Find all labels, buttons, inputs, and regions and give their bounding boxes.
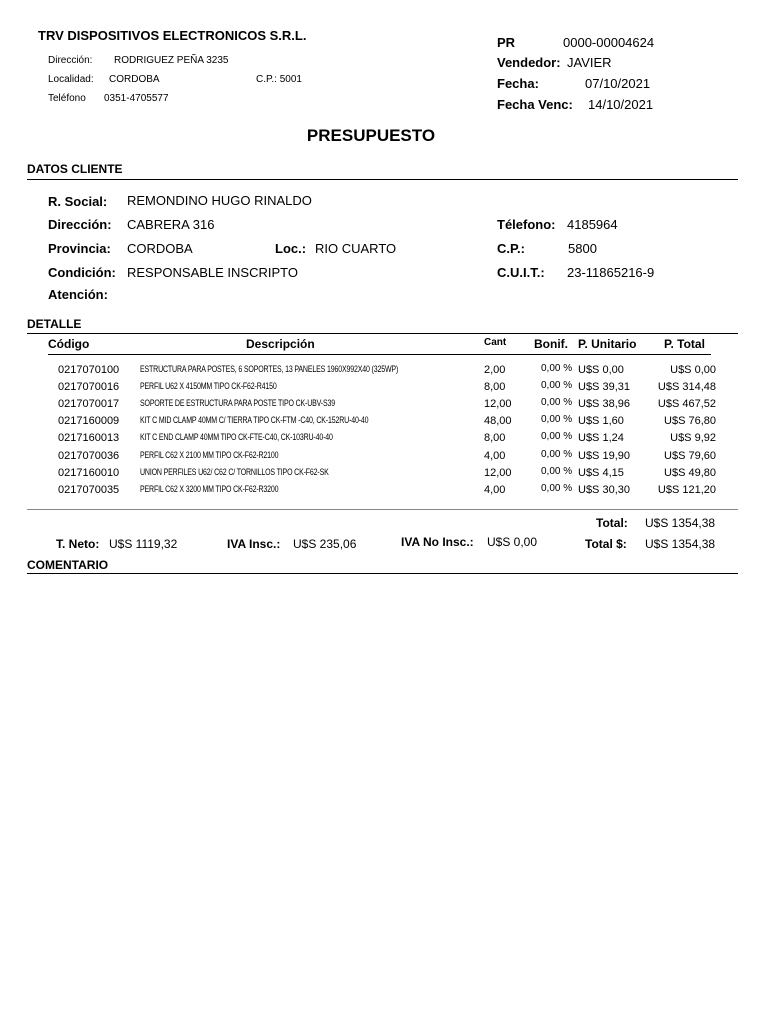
client-condition: RESPONSABLE INSCRIPTO (127, 265, 298, 280)
iva-label: IVA Insc.: (227, 537, 281, 551)
company-phone-label: Teléfono (48, 93, 86, 104)
cell-total-price: U$S 0,00 (670, 364, 716, 376)
cell-description: KIT C MID CLAMP 40MM C/ TIERRA TIPO CK-FTM -C40, CK-152RU-40-40 (140, 415, 369, 426)
company-address-label: Dirección: (48, 55, 93, 66)
neto-value: U$S 1119,32 (109, 537, 178, 551)
col-header-unit-price: P. Unitario (578, 337, 637, 351)
iva-value: U$S 235,06 (293, 537, 357, 551)
client-cuit-label: C.U.I.T.: (497, 265, 545, 280)
document-title: PRESUPUESTO (306, 126, 436, 145)
cell-code: 0217070036 (58, 449, 120, 462)
client-province: CORDOBA (127, 241, 193, 256)
table-row (0, 450, 768, 467)
cell-total-price: U$S 76,80 (664, 415, 716, 428)
cell-description: PERFIL C62 X 3200 MM TIPO CK-F62-R3200 (140, 483, 279, 494)
pr-label: PR (497, 35, 516, 50)
table-row (0, 432, 768, 449)
company-cp: C.P.: 5001 (256, 74, 302, 85)
cell-code: 0217160010 (58, 466, 120, 479)
col-header-description: Descripción (246, 337, 315, 351)
client-section-title: DATOS CLIENTE (27, 162, 123, 176)
client-cuit: 23-11865216-9 (567, 265, 655, 280)
table-row (0, 467, 768, 484)
total-pesos-value: U$S 1354,38 (645, 537, 716, 551)
client-province-label: Provincia: (48, 241, 111, 256)
cell-description: PERFIL C62 X 2100 MM TIPO CK-F62-R2100 (140, 449, 279, 460)
table-row (0, 364, 768, 381)
table-row (0, 398, 768, 415)
total-pesos-label: Total $: (585, 537, 627, 551)
cell-code: 0217160009 (58, 415, 120, 428)
client-loc: RIO CUARTO (315, 241, 397, 256)
col-header-code: Código (48, 337, 90, 351)
cell-qty: 4,00 (484, 483, 506, 496)
due-date: 14/10/2021 (588, 97, 654, 112)
cell-bonif: 0,00 % (541, 397, 573, 409)
col-header-total-price: P. Total (664, 337, 705, 351)
client-address-label: Dirección: (48, 217, 112, 232)
comment-section-title: COMENTARIO (27, 558, 109, 572)
due-date-label: Fecha Venc: (497, 97, 573, 112)
client-phone-label: Télefono: (497, 217, 556, 232)
cell-total-price: U$S 79,60 (664, 449, 716, 462)
iva-no-value: U$S 0,00 (487, 535, 538, 549)
cell-qty: 12,00 (484, 398, 512, 411)
cell-code: 0217070017 (58, 398, 120, 411)
cell-qty: 2,00 (484, 364, 506, 376)
col-header-qty: Cant (484, 337, 507, 348)
date-label: Fecha: (497, 76, 539, 91)
cell-unit-price: U$S 19,90 (578, 449, 630, 462)
client-condition-label: Condición: (48, 265, 116, 280)
client-section-divider (27, 179, 738, 180)
cell-qty: 48,00 (484, 415, 512, 428)
col-header-bonif: Bonif. (534, 337, 568, 351)
total-value: U$S 1354,38 (645, 516, 716, 530)
detail-section-title: DETALLE (27, 317, 82, 331)
cell-unit-price: U$S 1,24 (578, 432, 624, 445)
total-label: Total: (596, 516, 628, 530)
cell-description: SOPORTE DE ESTRUCTURA PARA POSTE TIPO CK-UBV-S39 (140, 398, 335, 409)
client-cp-label: C.P.: (497, 241, 525, 256)
cell-unit-price: U$S 38,96 (578, 398, 630, 411)
cell-code: 0217070016 (58, 381, 120, 394)
pr-number: 0000-00004624 (563, 35, 655, 50)
cell-qty: 4,00 (484, 449, 506, 462)
cell-unit-price: U$S 4,15 (578, 466, 624, 479)
cell-qty: 12,00 (484, 466, 512, 479)
cell-bonif: 0,00 % (541, 380, 573, 392)
cell-unit-price: U$S 30,30 (578, 483, 630, 496)
client-phone: 4185964 (567, 217, 618, 232)
iva-no-label: IVA No Insc.: (401, 535, 474, 549)
cell-code: 0217070035 (58, 483, 120, 496)
seller: JAVIER (567, 55, 612, 70)
cell-unit-price: U$S 1,60 (578, 415, 624, 428)
cell-bonif: 0,00 % (541, 465, 573, 477)
cell-total-price: U$S 467,52 (657, 398, 716, 411)
cell-description: UNION PERFILES U62/ C62 C/ TORNILLOS TIPO CK-F62-SK (140, 466, 329, 477)
cell-description: KIT C END CLAMP 40MM TIPO CK-FTE-C40, CK-103RU-40-40 (140, 432, 333, 443)
cell-code: 0217070100 (58, 364, 120, 376)
cell-total-price: U$S 314,48 (657, 381, 716, 394)
client-rsocial-label: R. Social: (48, 194, 108, 209)
table-header-underline (48, 354, 711, 355)
client-address: CABRERA 316 (127, 217, 215, 232)
cell-bonif: 0,00 % (541, 363, 573, 374)
company-locality: CORDOBA (109, 74, 160, 85)
cell-total-price: U$S 49,80 (664, 466, 716, 479)
company-locality-label: Localidad: (48, 74, 94, 85)
table-row (0, 381, 768, 398)
client-attention-label: Atención: (48, 287, 108, 302)
cell-bonif: 0,00 % (541, 414, 573, 426)
cell-bonif: 0,00 % (541, 482, 573, 494)
table-row (0, 415, 768, 432)
cell-bonif: 0,00 % (541, 431, 573, 443)
table-row (0, 484, 768, 501)
cell-qty: 8,00 (484, 432, 506, 445)
cell-description: PERFIL U62 X 4150MM TIPO CK-F62-R4150 (140, 381, 277, 392)
company-name: TRV DISPOSITIVOS ELECTRONICOS S.R.L. (38, 28, 307, 43)
comment-section-divider (27, 573, 738, 574)
detail-section-divider (27, 333, 738, 334)
cell-unit-price: U$S 0,00 (578, 364, 624, 376)
neto-label: T. Neto: (56, 537, 100, 551)
totals-divider (27, 509, 738, 510)
seller-label: Vendedor: (497, 55, 561, 70)
company-address: RODRIGUEZ PEÑA 3235 (114, 55, 229, 66)
cell-qty: 8,00 (484, 381, 506, 394)
cell-total-price: U$S 9,92 (670, 432, 716, 445)
cell-unit-price: U$S 39,31 (578, 381, 630, 394)
client-rsocial: REMONDINO HUGO RINALDO (127, 193, 312, 208)
client-loc-label: Loc.: (275, 241, 307, 256)
date: 07/10/2021 (585, 76, 651, 91)
company-phone: 0351-4705577 (104, 93, 169, 104)
client-cp: 5800 (568, 241, 597, 256)
cell-description: ESTRUCTURA PARA POSTES, 6 SOPORTES, 13 PANELES 1960X992X40 (325WP) (140, 364, 399, 374)
cell-total-price: U$S 121,20 (657, 483, 716, 496)
cell-bonif: 0,00 % (541, 448, 573, 460)
cell-code: 0217160013 (58, 432, 120, 445)
